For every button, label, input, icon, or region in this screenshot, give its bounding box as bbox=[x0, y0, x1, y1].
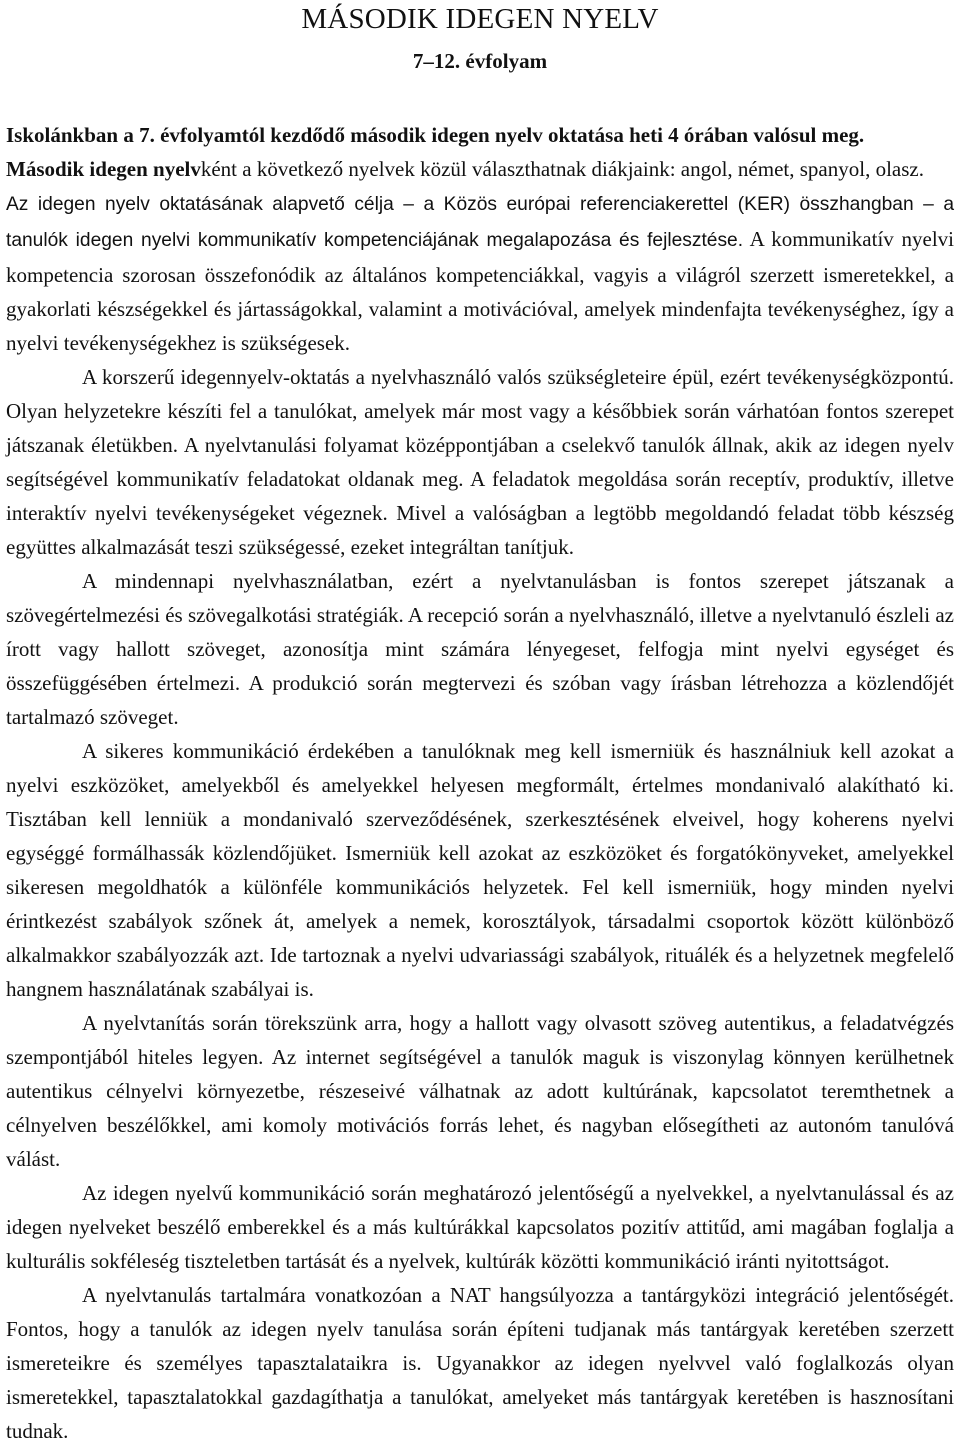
goal-serif-text: A kommunikatív nyelvi kompetencia szorosan összefonódik az általános kompetenciákkal, vagyis a világról szerzett ismeretekkel, a gyakorlati készségekkel és jártasságokkal, valamint a motivációval, amelyek mindenfajta tevékenységhez, így a nyelvi tevékenységekhez is szükségesek. bbox=[6, 227, 954, 355]
languages-lead: Második idegen nyelv bbox=[6, 157, 201, 181]
goal-paragraph bbox=[6, 186, 954, 360]
page-subtitle: 7–12. évfolyam bbox=[412, 49, 548, 73]
body-paragraph-2: A korszerű idegennyelv-oktatás a nyelvhasználó valós szükségleteire épül, ezért tevékenységközpontú. Olyan helyzetekre készíti fel a tanulókat, amelyek már most vagy a későbbiek során várhatóan fontos szerepet játszanak életükben. A nyelvtanulási folyamat középpontjában a cselekvő tanulók állnak, akik az idegen nyelv segítségével kommunikatív feladatokat oldanak meg. A feladatok megoldása során receptív, produktív, illetve interaktív nyelvi tevékenységeket végeznek. Mivel a valóságban a legtöbb megoldandó feladat több készség együttes alkalmazását teszi szükségessé, ezeket integráltan tanítjuk. bbox=[6, 365, 954, 559]
body-paragraph-3: A mindennapi nyelvhasználatban, ezért a nyelvtanulásban is fontos szerepet játszanak a szövegértelmezési és szövegalkotási stratégiák. A recepció során a nyelvhasználó, illetve a nyelvtanuló észleli az írott vagy hallott szöveget, azonosítja mint számára lényegeset, felfogja mint nyelvi egységet és összefüggésében értelmezi. A produkció során megtervezi és szóban vagy írásban létrehozza a közlendőjét tartalmazó szöveget. bbox=[6, 569, 954, 729]
languages-text: ként a következő nyelvek közül választhatnak diákjaink: angol, német, spanyol, olasz. bbox=[200, 157, 924, 181]
body-paragraph-7: A nyelvtanulás tartalmára vonatkozóan a NAT hangsúlyozza a tantárgyközi integráció jelentőségét. Fontos, hogy a tanulók az idegen nyelv tanulása során építeni tudjanak más tantárgyak keretében szerzett ismereteikre és személyes tapasztalataikra is. Ugyanakkor az idegen nyelvvel való foglalkozás olyan ismeretekkel, tapasztalatokkal gazdagíthatja a tanulókat, amelyeket más tantárgyak keretében is hasznosítani tudnak. bbox=[6, 1283, 954, 1443]
intro-paragraph: Iskolánkban a 7. évfolyamtól kezdődő második idegen nyelv oktatása heti 4 órában valósul meg. bbox=[6, 123, 865, 147]
body-paragraph-6: Az idegen nyelvű kommunikáció során meghatározó jelentőségű a nyelvekkel, a nyelvtanulással és az idegen nyelveket beszélő emberekkel és a más kultúrákkal kapcsolatos pozitív attitűd, ami magában foglalja a kulturális sokféleség tiszteletben tartását és a nyelvek, kultúrák közötti kommunikáció iránti nyitottságot. bbox=[6, 1181, 954, 1273]
body-paragraph-5: A nyelvtanítás során törekszünk arra, hogy a hallott vagy olvasott szöveg autentikus, a feladatvégzés szempontjából hiteles legyen. Az internet segítségével a tanulók maguk is viszonylag könnyen kerülhetnek autentikus célnyelvi környezetbe, részeseivé válhatnak az adott kultúrának, kapcsolatot teremthetnek a célnyelven beszélőkkel, ami komoly motivációs forrás lehet, és nagyban elősegítheti az autonóm tanulóvá válást. bbox=[6, 1011, 954, 1171]
goal-sans-text: Az idegen nyelv oktatásának alapvető célja – a Közös európai referenciakerettel (KER) összhangban – a tanulók idegen nyelvi kommunikatív kompetenciájának megalapozása és fejlesztése. bbox=[6, 194, 954, 251]
body-paragraph-4: A sikeres kommunikáció érdekében a tanulóknak meg kell ismerniük és használniuk kell azokat a nyelvi eszközöket, amelyekből és amelyekkel helyesen megformált, értelmes mondanivaló alakítható ki. Tisztában kell lenniük a mondanivaló szerveződésének, szerkesztésének elveivel, hogy koherens nyelvi egységgé formálhassák közlendőjüket. Ismerniük kell azokat az eszközöket és forgatókönyveket, amelyekkel sikeresen megoldhatók a különféle kommunikációs helyzetek. Fel kell ismerniük, hogy minden nyelvi érintkezést szabályok szőnek át, amelyek a nemek, korosztályok, társadalmi csoportok között különböző alkalmakkor szabályozzák azt. Ide tartoznak a nyelvi udvariassági szabályok, rituálék és a helyzetnek megfelelő hangnem használatának szabályai is. bbox=[6, 739, 954, 1001]
languages-paragraph bbox=[6, 152, 954, 186]
intro-block bbox=[6, 118, 954, 186]
page-title: MÁSODIK IDEGEN NYELV bbox=[301, 3, 659, 35]
